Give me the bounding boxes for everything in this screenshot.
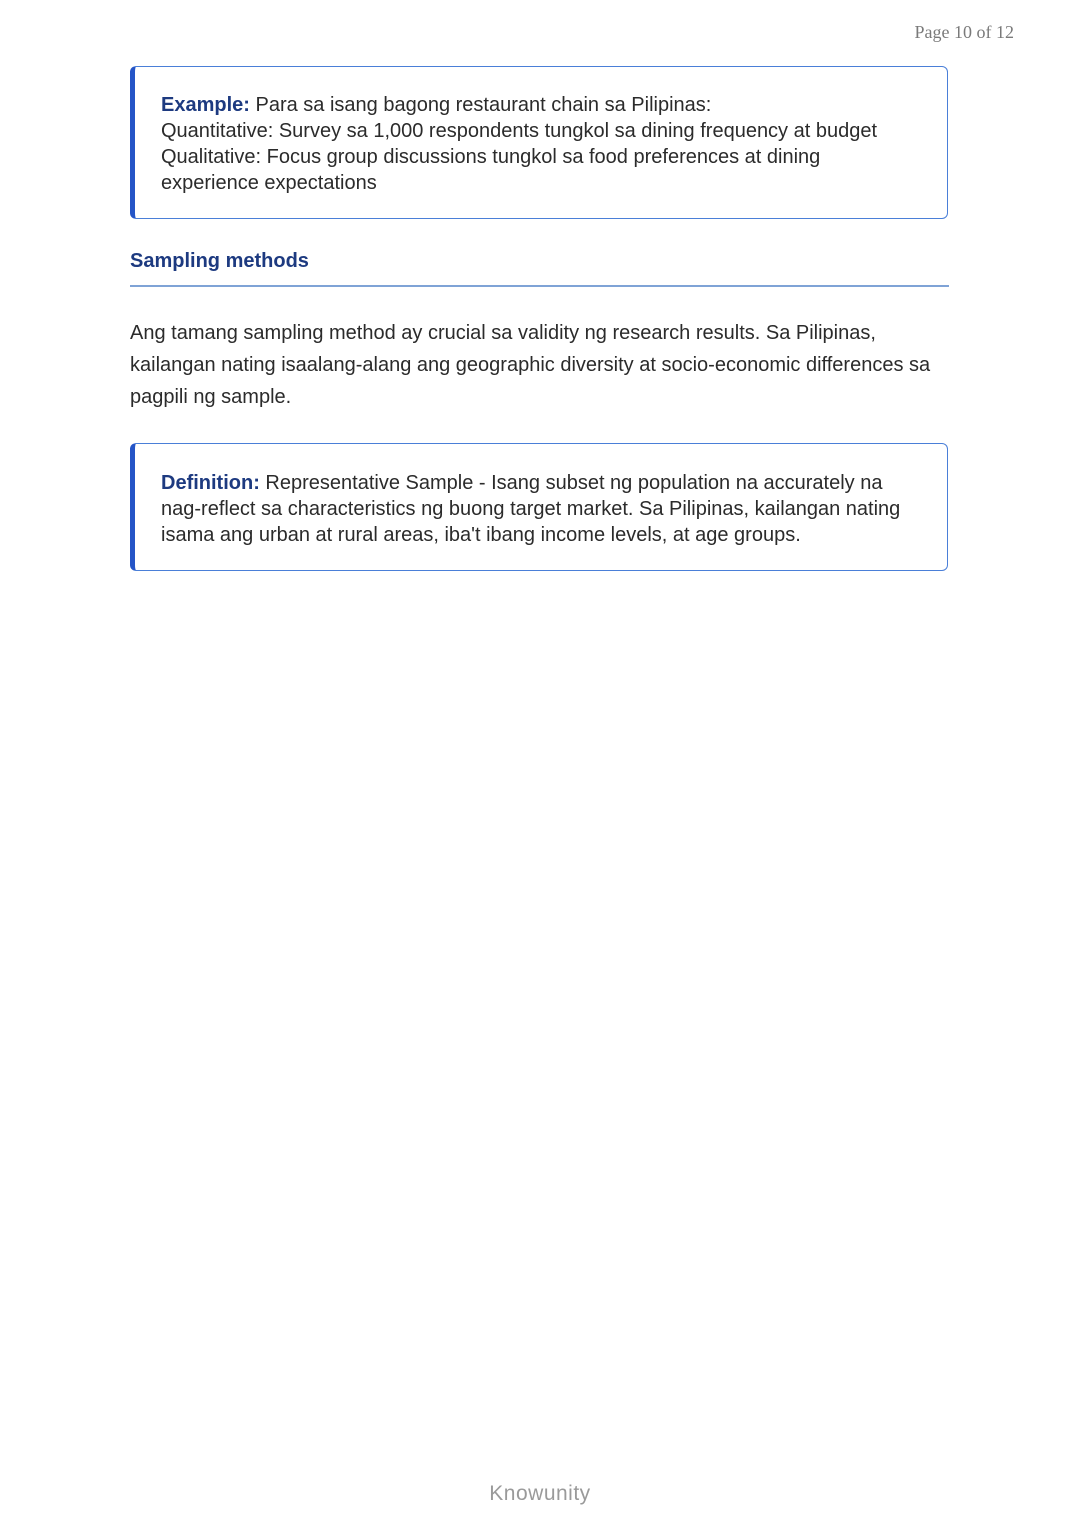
example-qualitative-line: Qualitative: Focus group discussions tungkol sa food preferences at dining [161,146,821,168]
definition-label: Definition: [161,472,260,494]
footer-brand-logo: Knowunity [489,1482,591,1505]
example-text: Para sa isang bagong restaurant chain sa Pilipinas: [249,94,712,116]
example-callout [130,66,948,219]
definition-callout [130,443,948,571]
page-number: Page 10 of 12 [914,22,1014,42]
definition-text: Representative Sample - Isang subset ng population na accurately na [259,472,883,494]
section-paragraph [130,317,960,413]
paragraph-line: kailangan nating isaalang-alang ang geographic diversity at socio-economic differences sa [130,354,931,376]
definition-first-line [161,470,919,496]
paragraph-line: Ang tamang sampling method ay crucial sa validity ng research results. Sa Pilipinas, [130,322,876,344]
example-first-line [161,92,919,118]
definition-line: nag-reflect sa characteristics ng buong target market. Sa Pilipinas, kailangan nating [161,498,901,520]
section-heading: Sampling methods [130,250,309,272]
example-label: Example: [161,94,250,116]
paragraph-line: pagpili ng sample. [130,386,292,408]
example-quantitative-line: Quantitative: Survey sa 1,000 respondents tungkol sa dining frequency at budget [161,120,878,142]
example-qualitative-line-cont: experience expectations [161,172,377,194]
definition-line: isama ang urban at rural areas, iba't ibang income levels, at age groups. [161,524,801,546]
section-divider [130,285,949,287]
